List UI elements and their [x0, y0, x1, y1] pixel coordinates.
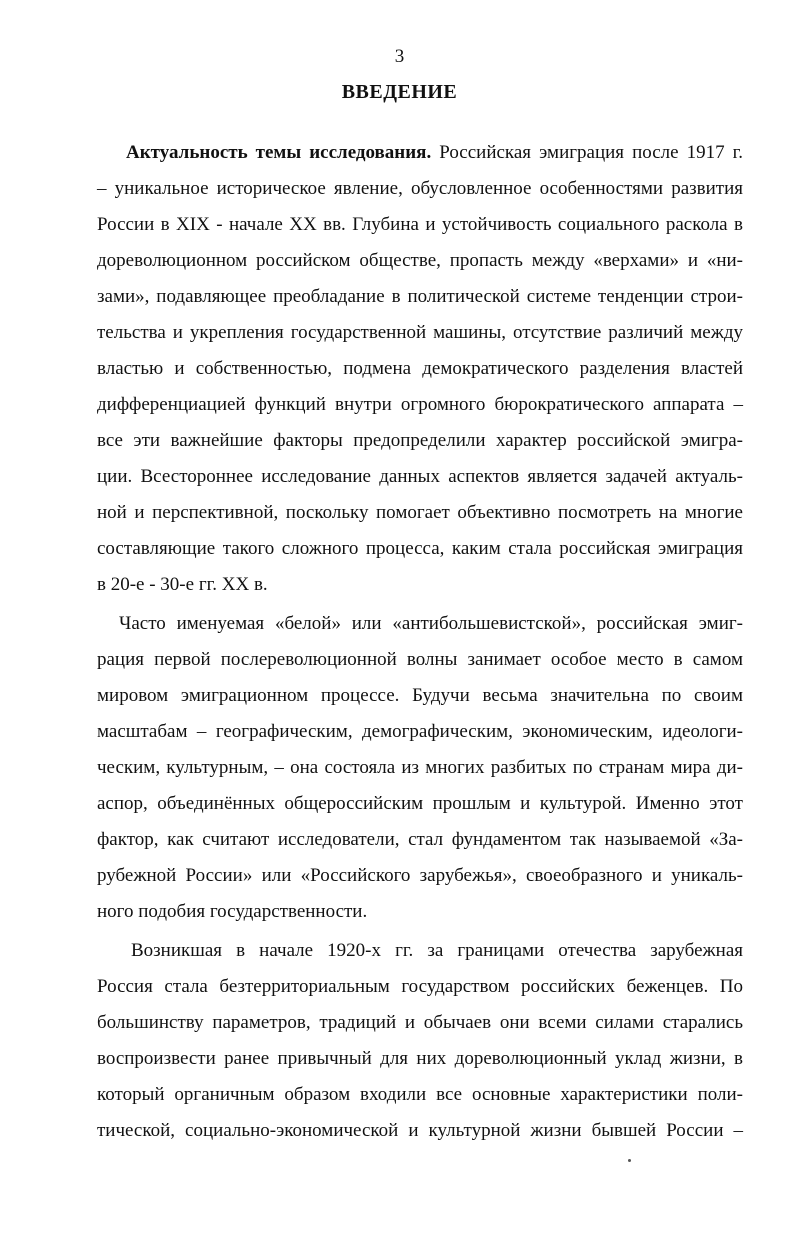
paragraph-2-line: мировом эмиграционном процессе. Будучи весьма значительна по своим [97, 685, 743, 706]
paragraph-2-line: Часто именуемая «белой» или «антибольшевистской», российская эмиг- [119, 613, 743, 634]
paragraph-2-line: фактор, как считают исследователи, стал фундаментом так называемой «За- [97, 829, 743, 850]
page-number: 3 [394, 46, 405, 67]
paragraph-3-line: Россия стала безтерриториальным государством российских беженцев. По [97, 976, 743, 997]
paragraph-1-line: зами», подавляющее преобладание в политической системе тенденции строи- [97, 286, 743, 307]
paragraph-1-line: ции. Всестороннее исследование данных аспектов является задачей актуаль- [97, 466, 743, 487]
scan-speck [628, 1159, 631, 1162]
paragraph-1-line: составляющие такого сложного процесса, каким стала российская эмиграция [97, 538, 743, 559]
paragraph-text: Российская эмиграция после 1917 г. [431, 142, 744, 163]
paragraph-2-line: рубежной России» или «Российского зарубежья», своеобразного и уникаль- [97, 865, 743, 886]
paragraph-1-line: дифференциацией функций внутри огромного бюрократического аппарата – [97, 394, 743, 415]
paragraph-3-line: Возникшая в начале 1920-х гг. за границами отечества зарубежная [131, 940, 743, 961]
paragraph-1-line: дореволюционном российском обществе, пропасть между «верхами» и «ни- [97, 250, 743, 271]
paragraph-1-line: ной и перспективной, поскольку помогает объективно посмотреть на многие [97, 502, 743, 523]
paragraph-3-line: большинству параметров, традиций и обычаев они всеми силами старались [97, 1012, 743, 1033]
paragraph-1-line: – уникальное историческое явление, обусловленное особенностями развития [97, 178, 743, 199]
paragraph-1-line: все эти важнейшие факторы предопределили характер российской эмигра- [97, 430, 743, 451]
paragraph-2-line: ческим, культурным, – она состояла из многих разбитых по странам мира ди- [97, 757, 743, 778]
paragraph-lead: Актуальность темы исследования. [126, 142, 432, 163]
page-title: ВВЕДЕНИЕ [341, 81, 458, 103]
paragraph-1-line [126, 141, 743, 165]
paragraph-2-line: рация первой послереволюционной волны занимает особое место в самом [97, 649, 743, 670]
paragraph-3-line: который органичным образом входили все основные характеристики поли- [97, 1084, 743, 1105]
paragraph-1-line: властью и собственностью, подмена демократического разделения властей [97, 358, 743, 379]
paragraph-1-line: тельства и укрепления государственной машины, отсутствие различий между [97, 322, 743, 343]
paragraph-1-line: в 20-е - 30-е гг. XX в. [97, 574, 268, 595]
paragraph-2-line: аспор, объединённых общероссийским прошлым и культурой. Именно этот [97, 793, 743, 814]
paragraph-3-line: тической, социально-экономической и культурной жизни бывшей России – [97, 1120, 743, 1141]
paragraph-1-line: России в XIX - начале XX вв. Глубина и устойчивость социального раскола в [97, 214, 743, 235]
paragraph-2-line: ного подобия государственности. [97, 901, 368, 922]
paragraph-3-line: воспроизвести ранее привычный для них дореволюционный уклад жизни, в [97, 1048, 743, 1069]
paragraph-2-line: масштабам – географическим, демографическим, экономическим, идеологи- [97, 721, 743, 742]
